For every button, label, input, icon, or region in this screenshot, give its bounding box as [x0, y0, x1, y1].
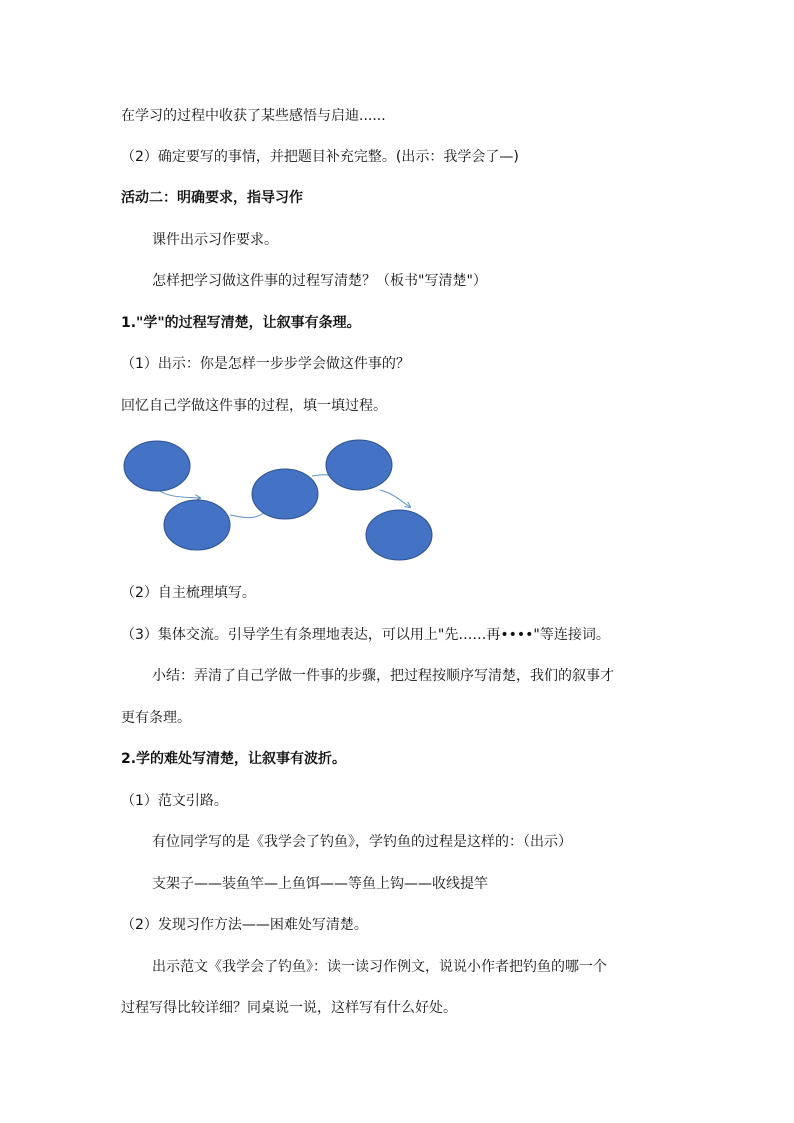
line-14: 有位同学写的是《我学会了钓鱼》，学钓鱼的过程是这样的：（出示） [152, 834, 572, 850]
line-16: （2）发现习作方法——困难处写清楚。 [121, 917, 368, 933]
connector-4 [380, 490, 410, 507]
connector-2 [230, 512, 265, 518]
line-15: 支架子——装鱼竿—上鱼饵——等鱼上钩——收线提竿 [152, 876, 488, 892]
subheading-1: 1."学"的过程写清楚，让叙事有条理。 [121, 315, 361, 331]
line-13: （1）范文引路。 [121, 793, 228, 809]
line-9: （3）集体交流。引导学生有条理地表达，可以用上"先……再••••"等连接词。 [121, 627, 610, 643]
summary-line-2: 更有条理。 [121, 710, 191, 726]
line-0: 在学习的过程中收获了某些感悟与启迪...... [121, 108, 386, 124]
step-ellipse-3 [252, 469, 318, 519]
line-8: （2）自主梳理填写。 [121, 585, 256, 601]
step-ellipse-5 [366, 510, 432, 560]
summary-line-1: 小结：弄清了自己学做一件事的步骤，把过程按顺序写清楚，我们的叙事才 [152, 668, 614, 684]
step-ellipse-4 [326, 440, 392, 490]
line-18: 过程写得比较详细？同桌说一说，这样写有什么好处。 [121, 1000, 457, 1016]
line-3: 课件出示习作要求。 [152, 232, 278, 248]
section-heading-activity-2: 活动二：明确要求，指导习作 [121, 190, 303, 206]
line-4: 怎样把学习做这件事的过程写清楚？（板书"写清楚"） [152, 273, 487, 289]
line-7: 回忆自己学做这件事的过程，填一填过程。 [121, 398, 387, 414]
connector-1 [158, 490, 200, 498]
subheading-2: 2.学的难处写清楚，让叙事有波折。 [121, 751, 347, 767]
connector-3 [312, 475, 338, 478]
step-ellipse-2 [164, 500, 230, 550]
line-1: （2）确定要写的事情，并把题目补充完整。(出示：我学会了—) [121, 149, 519, 165]
line-17: 出示范文《我学会了钓鱼》：读一读习作例文，说说小作者把钓鱼的哪一个 [152, 959, 607, 975]
line-6: （1）出示：你是怎样一步步学会做这件事的？ [121, 356, 410, 372]
step-ellipse-1 [124, 441, 190, 491]
